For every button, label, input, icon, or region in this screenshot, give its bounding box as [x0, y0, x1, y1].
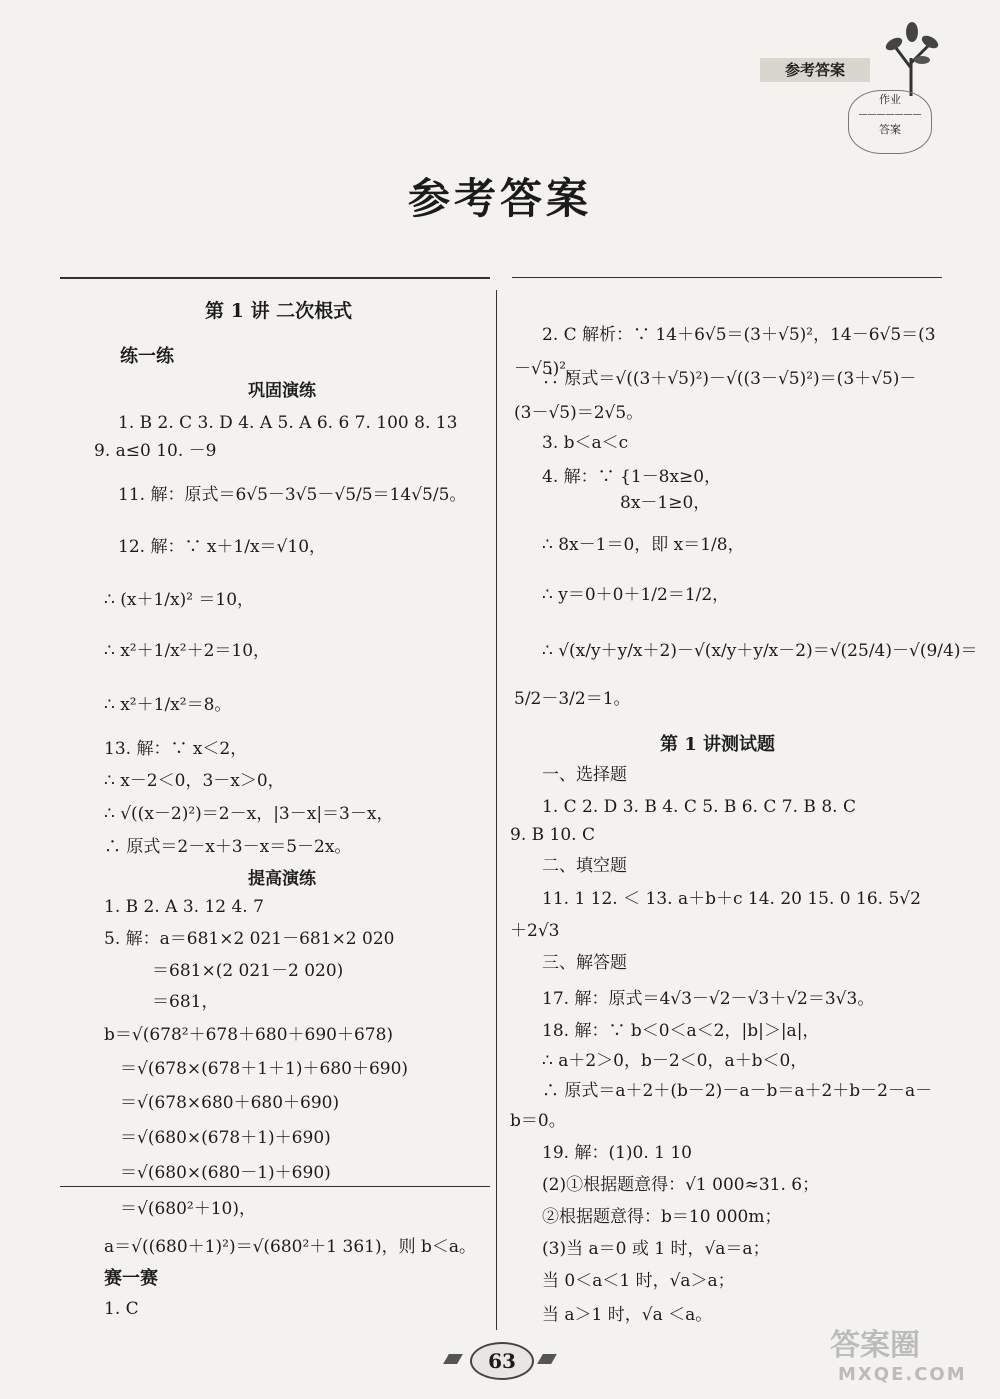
left-line: 巩固演练 — [248, 381, 316, 401]
page-title: 参考答案 — [407, 174, 592, 223]
left-line: 1. B 2. C 3. D 4. A 5. A 6. 6 7. 100 8. 13 — [118, 413, 458, 433]
right-line: ∴ √(x/y＋y/x＋2)－√(x/y＋y/x－2)＝√(25/4)－√(9/4)＝ — [542, 641, 978, 661]
left-line: ＝√(680×(680－1)＋690) — [120, 1163, 331, 1183]
left-line: ∴ x²＋1/x²＋2＝10， — [104, 641, 271, 661]
right-line: ∴ 原式＝√((3＋√5)²)－√((3－√5)²)＝(3＋√5)－ — [542, 369, 917, 389]
right-line: ＋2√3 — [510, 921, 560, 941]
right-line: (3)当 a＝0 或 1 时，√a＝a； — [542, 1239, 770, 1259]
right-line: ∴ 8x－1＝0，即 x＝1/8， — [542, 535, 745, 555]
left-line: ∴ x－2＜0，3－x＞0， — [104, 771, 285, 791]
left-line: 12. 解：∵ x＋1/x＝√10， — [118, 537, 327, 557]
left-line: ∴ √((x－2)²)＝2－x，|3－x|＝3－x， — [104, 804, 394, 824]
left-line: a＝√((680＋1)²)＝√(680²＋1 361)，则 b＜a。 — [104, 1237, 477, 1257]
left-mid-rule — [60, 1186, 490, 1187]
right-line: ∴ y＝0＋0＋1/2＝1/2， — [542, 585, 730, 605]
right-line: 8x－1≥0， — [620, 493, 711, 513]
right-line: 5/2－3/2＝1。 — [514, 689, 631, 709]
right-line: 一、选择题 — [542, 765, 627, 785]
stamp-bottom: 答案 — [879, 123, 901, 136]
right-line: b＝0。 — [510, 1111, 566, 1131]
right-line: 17. 解：原式＝4√3－√2－√3＋√2＝3√3。 — [542, 989, 875, 1009]
right-line: ②根据题意得：b＝10 000m； — [542, 1207, 782, 1227]
header-stamp: 作业 ——————— 答案 — [848, 90, 932, 154]
left-line: ∴ (x＋1/x)² ＝10， — [104, 590, 255, 610]
left-line: ＝√(678×(678＋1＋1)＋680＋690) — [120, 1059, 409, 1079]
left-line: 赛一赛 — [104, 1268, 158, 1289]
left-line: ＝√(680×(678＋1)＋690) — [120, 1128, 331, 1148]
left-line: ＝681， — [152, 992, 219, 1012]
right-line: 二、填空题 — [542, 856, 627, 876]
right-line: 当 0＜a＜1 时，√a＞a； — [542, 1271, 735, 1291]
right-line: 2. C 解析：∵ 14＋6√5＝(3＋√5)²，14－6√5＝(3 — [542, 325, 936, 345]
right-line: (3－√5)＝2√5。 — [514, 403, 644, 423]
right-line: 19. 解：(1)0. 1 10 — [542, 1143, 692, 1163]
right-line: 3. b＜a＜c — [542, 433, 629, 453]
left-line: ＝√(680²＋10)， — [120, 1199, 256, 1219]
right-top-rule — [512, 277, 942, 278]
left-line: ∴ x²＋1/x²＝8。 — [104, 695, 232, 715]
page-ornament-right — [537, 1354, 557, 1364]
left-line: 1. C — [104, 1299, 139, 1319]
left-line: 9. a≤0 10. －9 — [94, 441, 217, 461]
right-line: ∴ a＋2＞0，b－2＜0，a＋b＜0， — [542, 1051, 808, 1071]
right-line: 第 1 讲测试题 — [660, 734, 776, 755]
left-line: 第 1 讲 二次根式 — [205, 300, 353, 322]
stamp-top: 作业 — [879, 93, 901, 106]
left-top-rule — [60, 277, 490, 279]
tree-icon — [876, 18, 946, 98]
right-line: (2)①根据题意得：√1 000≈31. 6； — [542, 1175, 820, 1195]
right-line: 当 a＞1 时，√a ＜a。 — [542, 1305, 713, 1325]
right-line: ∴ 原式＝a＋2＋(b－2)－a－b＝a＋2＋b－2－a－ — [542, 1081, 933, 1101]
right-line: 三、解答题 — [542, 953, 627, 973]
right-line: 4. 解：∵ {1－8x≥0， — [542, 467, 722, 487]
left-line: 13. 解：∵ x＜2， — [104, 739, 248, 759]
header-badge: 参考答案 — [760, 58, 870, 82]
right-line: 9. B 10. C — [510, 825, 595, 845]
column-divider — [496, 290, 497, 1330]
right-line: 1. C 2. D 3. B 4. C 5. B 6. C 7. B 8. C — [542, 797, 856, 817]
right-line: －√5)²， — [514, 359, 584, 379]
left-line: 11. 解：原式＝6√5－3√5－√5/5＝14√5/5。 — [118, 485, 467, 505]
left-line: 练一练 — [120, 346, 174, 367]
left-line: ∴ 原式＝2－x＋3－x＝5－2x。 — [104, 837, 352, 857]
right-line: 18. 解：∵ b＜0＜a＜2，|b|＞|a|， — [542, 1021, 820, 1041]
right-line: 11. 1 12. ＜ 13. a＋b＋c 14. 20 15. 0 16. 5√2 — [542, 889, 921, 909]
left-line: 5. 解：a＝681×2 021－681×2 020 — [104, 929, 395, 949]
left-line: 提高演练 — [248, 869, 316, 889]
watermark-url: MXQE.COM — [838, 1364, 967, 1385]
page-number: 63 — [470, 1342, 534, 1380]
page-ornament-left — [443, 1354, 463, 1364]
watermark-logo: 答案圈 — [830, 1328, 920, 1363]
left-line: b＝√(678²＋678＋680＋690＋678) — [104, 1025, 394, 1045]
left-line: 1. B 2. A 3. 12 4. 7 — [104, 897, 264, 917]
left-line: ＝√(678×680＋680＋690) — [120, 1093, 340, 1113]
left-line: ＝681×(2 021－2 020) — [152, 961, 344, 981]
